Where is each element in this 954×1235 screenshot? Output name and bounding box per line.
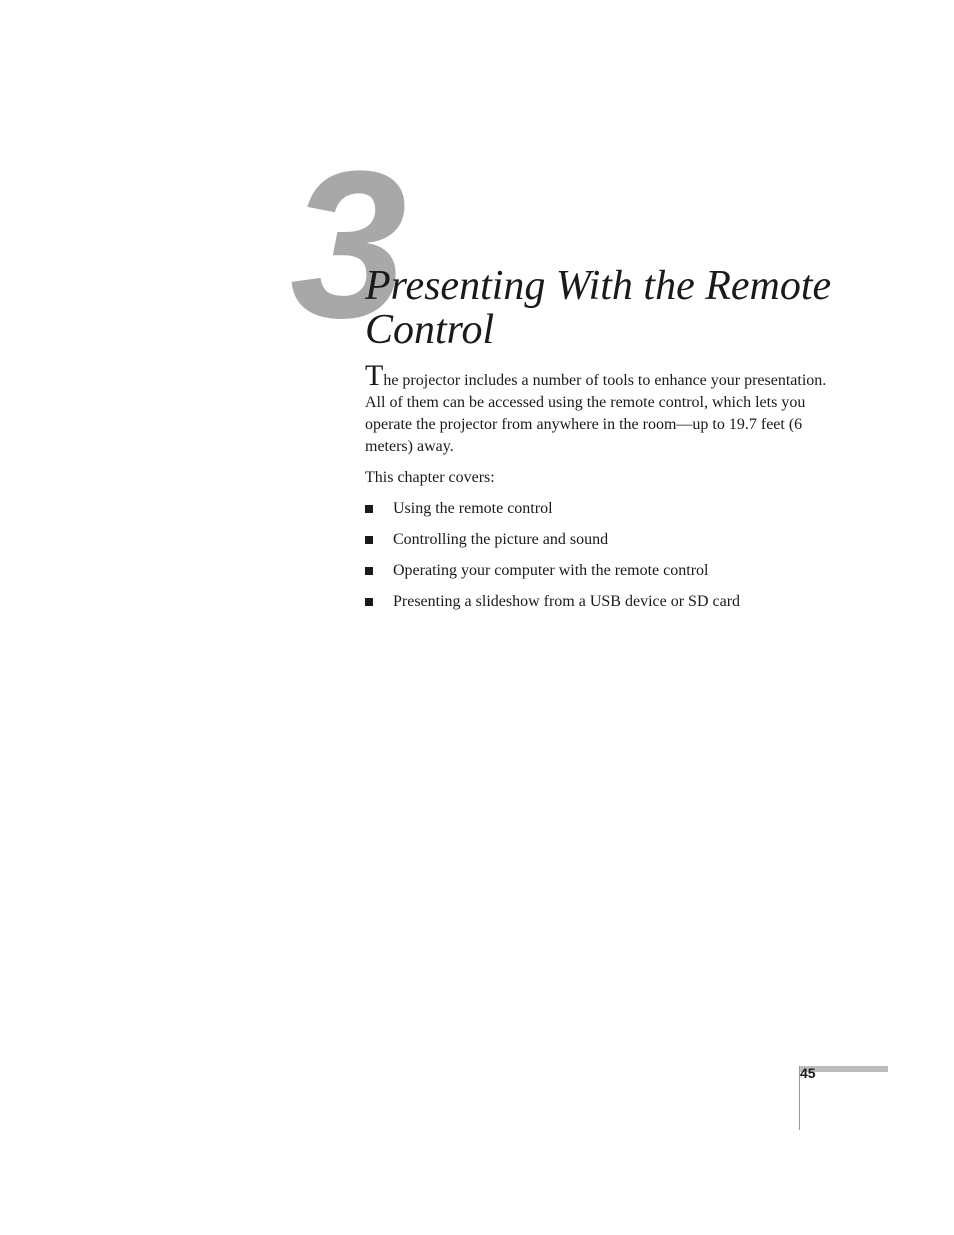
chapter-number: 3: [290, 127, 403, 362]
topic-text: Controlling the picture and sound: [393, 531, 609, 548]
list-item: [365, 529, 835, 551]
page-number: 45: [800, 1065, 816, 1081]
square-bullet-icon: [365, 505, 373, 513]
intro-text: he projector includes a number of tools to enhance your presentation. All of them can be accessed using the remote control, which lets you operate the projector from anywhere in the room—up to 19.7 feet (6 meters) away.: [365, 372, 827, 455]
drop-cap: T: [365, 359, 384, 392]
chapter-title: Presenting With the Remote Control: [365, 263, 832, 353]
list-item: [365, 560, 835, 582]
covers-label: This chapter covers:: [365, 469, 495, 486]
square-bullet-icon: [365, 598, 373, 606]
topic-text: Using the remote control: [393, 500, 553, 517]
list-item: [365, 591, 835, 613]
square-bullet-icon: [365, 567, 373, 575]
topic-list: [365, 498, 835, 613]
list-item: [365, 498, 835, 520]
intro-paragraph: [365, 359, 835, 458]
topic-text: Presenting a slideshow from a USB device or SD card: [393, 593, 741, 610]
topic-text: Operating your computer with the remote control: [393, 562, 709, 579]
square-bullet-icon: [365, 536, 373, 544]
chapter-intro-section: [365, 359, 835, 622]
